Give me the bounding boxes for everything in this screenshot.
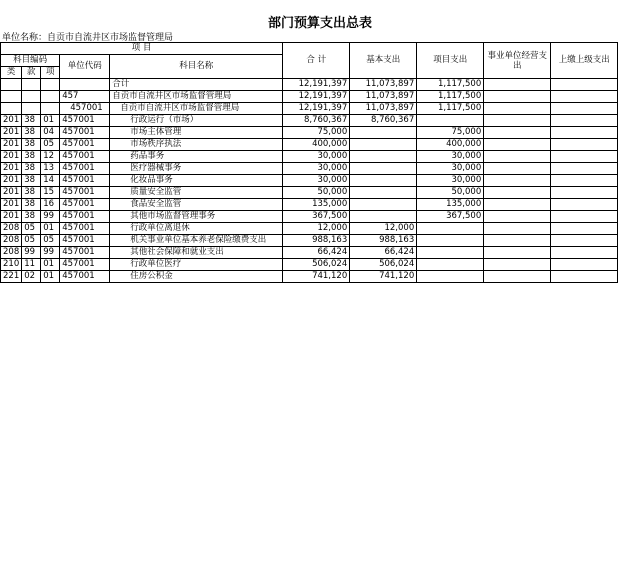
cell-basic: 11,073,897 bbox=[350, 79, 417, 91]
cell-basic bbox=[350, 199, 417, 211]
cell-xiang: 99 bbox=[41, 247, 60, 259]
header-subject-name: 科目名称 bbox=[110, 55, 283, 79]
cell-business bbox=[484, 127, 551, 139]
cell-lei: 201 bbox=[1, 139, 22, 151]
cell-project bbox=[417, 259, 484, 271]
cell-total: 30,000 bbox=[283, 175, 350, 187]
cell-kuan bbox=[22, 79, 41, 91]
cell-basic: 12,000 bbox=[350, 223, 417, 235]
cell-basic bbox=[350, 151, 417, 163]
cell-kuan: 38 bbox=[22, 211, 41, 223]
table-row bbox=[1, 259, 618, 271]
table-row bbox=[1, 247, 618, 259]
cell-lei: 208 bbox=[1, 235, 22, 247]
cell-project bbox=[417, 271, 484, 283]
cell-business bbox=[484, 259, 551, 271]
cell-superior bbox=[551, 103, 618, 115]
cell-business bbox=[484, 187, 551, 199]
cell-subject-name: 药品事务 bbox=[110, 151, 283, 163]
cell-subject-name: 市场秩序执法 bbox=[110, 139, 283, 151]
cell-total: 30,000 bbox=[283, 163, 350, 175]
table-row bbox=[1, 127, 618, 139]
cell-lei: 208 bbox=[1, 247, 22, 259]
cell-lei: 201 bbox=[1, 211, 22, 223]
table-row bbox=[1, 175, 618, 187]
cell-subject-name: 行政运行（市场） bbox=[110, 115, 283, 127]
cell-subject-name: 自贡市自流井区市场监督管理局 bbox=[110, 103, 283, 115]
cell-xiang: 04 bbox=[41, 127, 60, 139]
cell-project: 1,117,500 bbox=[417, 103, 484, 115]
cell-kuan bbox=[22, 91, 41, 103]
cell-xiang bbox=[41, 91, 60, 103]
cell-subject-name: 行政单位医疗 bbox=[110, 259, 283, 271]
header-unit-code: 单位代码 bbox=[60, 55, 110, 79]
cell-basic bbox=[350, 175, 417, 187]
cell-superior bbox=[551, 187, 618, 199]
cell-project: 1,117,500 bbox=[417, 79, 484, 91]
cell-total: 12,000 bbox=[283, 223, 350, 235]
cell-project: 1,117,500 bbox=[417, 91, 484, 103]
cell-superior bbox=[551, 271, 618, 283]
cell-business bbox=[484, 163, 551, 175]
cell-unit-code: 457001 bbox=[60, 259, 110, 271]
table-row bbox=[1, 139, 618, 151]
cell-unit-code: 457001 bbox=[60, 211, 110, 223]
header-item: 项 目 bbox=[1, 43, 283, 55]
cell-project: 135,000 bbox=[417, 199, 484, 211]
header-kuan: 款 bbox=[22, 67, 41, 79]
cell-business bbox=[484, 103, 551, 115]
cell-xiang: 14 bbox=[41, 175, 60, 187]
table-row bbox=[1, 271, 618, 283]
cell-total: 135,000 bbox=[283, 199, 350, 211]
cell-xiang: 05 bbox=[41, 235, 60, 247]
cell-kuan: 38 bbox=[22, 151, 41, 163]
cell-total: 75,000 bbox=[283, 127, 350, 139]
unit-name-label: 单位名称：自贡市自流井区市场监督管理局 bbox=[2, 33, 174, 43]
cell-superior bbox=[551, 91, 618, 103]
cell-unit-code: 457 bbox=[60, 91, 110, 103]
table-row bbox=[1, 115, 618, 127]
cell-superior bbox=[551, 151, 618, 163]
table-row bbox=[1, 79, 618, 91]
cell-xiang: 01 bbox=[41, 259, 60, 271]
cell-basic: 741,120 bbox=[350, 271, 417, 283]
table-row bbox=[1, 151, 618, 163]
cell-basic: 11,073,897 bbox=[350, 103, 417, 115]
cell-superior bbox=[551, 223, 618, 235]
cell-superior bbox=[551, 79, 618, 91]
cell-lei: 201 bbox=[1, 199, 22, 211]
cell-total: 506,024 bbox=[283, 259, 350, 271]
cell-superior bbox=[551, 259, 618, 271]
cell-kuan: 05 bbox=[22, 235, 41, 247]
cell-superior bbox=[551, 127, 618, 139]
cell-lei bbox=[1, 79, 22, 91]
cell-subject-name: 质量安全监管 bbox=[110, 187, 283, 199]
cell-subject-name: 食品安全监管 bbox=[110, 199, 283, 211]
cell-superior bbox=[551, 175, 618, 187]
cell-xiang bbox=[41, 103, 60, 115]
cell-xiang: 05 bbox=[41, 139, 60, 151]
cell-project: 400,000 bbox=[417, 139, 484, 151]
cell-lei: 201 bbox=[1, 127, 22, 139]
cell-total: 741,120 bbox=[283, 271, 350, 283]
cell-business bbox=[484, 223, 551, 235]
cell-unit-code: 457001 bbox=[60, 115, 110, 127]
header-total: 合 计 bbox=[283, 43, 350, 79]
table-row bbox=[1, 223, 618, 235]
cell-superior bbox=[551, 139, 618, 151]
cell-business bbox=[484, 79, 551, 91]
cell-project: 367,500 bbox=[417, 211, 484, 223]
cell-lei: 221 bbox=[1, 271, 22, 283]
table-row bbox=[1, 211, 618, 223]
cell-kuan: 38 bbox=[22, 199, 41, 211]
cell-business bbox=[484, 115, 551, 127]
cell-lei: 201 bbox=[1, 163, 22, 175]
cell-business bbox=[484, 151, 551, 163]
cell-total: 12,191,397 bbox=[283, 79, 350, 91]
cell-unit-code: 457001 bbox=[60, 187, 110, 199]
cell-superior bbox=[551, 211, 618, 223]
cell-lei: 201 bbox=[1, 187, 22, 199]
cell-lei bbox=[1, 103, 22, 115]
cell-basic bbox=[350, 163, 417, 175]
cell-project: 30,000 bbox=[417, 175, 484, 187]
cell-business bbox=[484, 199, 551, 211]
table-row bbox=[1, 91, 618, 103]
cell-xiang bbox=[41, 79, 60, 91]
cell-subject-name: 市场主体管理 bbox=[110, 127, 283, 139]
cell-business bbox=[484, 271, 551, 283]
cell-total: 12,191,397 bbox=[283, 103, 350, 115]
cell-business bbox=[484, 235, 551, 247]
cell-basic: 8,760,367 bbox=[350, 115, 417, 127]
cell-business bbox=[484, 175, 551, 187]
cell-subject-name: 自贡市自流井区市场监督管理局 bbox=[110, 91, 283, 103]
cell-unit-code: 457001 bbox=[60, 127, 110, 139]
cell-kuan: 38 bbox=[22, 175, 41, 187]
cell-total: 66,424 bbox=[283, 247, 350, 259]
cell-unit-code: 457001 bbox=[60, 139, 110, 151]
cell-project bbox=[417, 235, 484, 247]
cell-subject-name: 医疗器械事务 bbox=[110, 163, 283, 175]
cell-xiang: 13 bbox=[41, 163, 60, 175]
cell-lei bbox=[1, 91, 22, 103]
cell-xiang: 01 bbox=[41, 223, 60, 235]
cell-project: 30,000 bbox=[417, 151, 484, 163]
cell-lei: 210 bbox=[1, 259, 22, 271]
cell-xiang: 16 bbox=[41, 199, 60, 211]
cell-unit-code: 457001 bbox=[60, 103, 110, 115]
cell-project: 30,000 bbox=[417, 163, 484, 175]
cell-subject-name: 合计 bbox=[110, 79, 283, 91]
cell-kuan: 05 bbox=[22, 223, 41, 235]
cell-superior bbox=[551, 247, 618, 259]
cell-unit-code: 457001 bbox=[60, 223, 110, 235]
cell-project bbox=[417, 115, 484, 127]
cell-lei: 201 bbox=[1, 115, 22, 127]
cell-total: 367,500 bbox=[283, 211, 350, 223]
cell-unit-code: 457001 bbox=[60, 271, 110, 283]
cell-total: 12,191,397 bbox=[283, 91, 350, 103]
cell-total: 30,000 bbox=[283, 151, 350, 163]
header-project: 项目支出 bbox=[417, 43, 484, 79]
cell-business bbox=[484, 247, 551, 259]
cell-kuan: 38 bbox=[22, 187, 41, 199]
cell-unit-code: 457001 bbox=[60, 175, 110, 187]
table-row bbox=[1, 235, 618, 247]
cell-kuan bbox=[22, 103, 41, 115]
cell-total: 8,760,367 bbox=[283, 115, 350, 127]
cell-business bbox=[484, 91, 551, 103]
cell-superior bbox=[551, 163, 618, 175]
cell-kuan: 99 bbox=[22, 247, 41, 259]
header-subject-code: 科目编码 bbox=[1, 55, 60, 67]
cell-basic bbox=[350, 127, 417, 139]
cell-total: 50,000 bbox=[283, 187, 350, 199]
page-title: 部门预算支出总表 bbox=[267, 16, 372, 31]
cell-subject-name: 机关事业单位基本养老保险缴费支出 bbox=[110, 235, 283, 247]
cell-basic: 11,073,897 bbox=[350, 91, 417, 103]
cell-lei: 201 bbox=[1, 175, 22, 187]
cell-project: 50,000 bbox=[417, 187, 484, 199]
cell-kuan: 38 bbox=[22, 115, 41, 127]
header-lei: 类 bbox=[1, 67, 22, 79]
cell-kuan: 38 bbox=[22, 163, 41, 175]
header-superior: 上缴上级支出 bbox=[551, 43, 618, 79]
cell-unit-code: 457001 bbox=[60, 199, 110, 211]
cell-xiang: 15 bbox=[41, 187, 60, 199]
cell-unit-code: 457001 bbox=[60, 163, 110, 175]
header-business: 事业单位经营支出 bbox=[484, 43, 551, 79]
cell-xiang: 99 bbox=[41, 211, 60, 223]
cell-kuan: 02 bbox=[22, 271, 41, 283]
cell-total: 988,163 bbox=[283, 235, 350, 247]
cell-kuan: 11 bbox=[22, 259, 41, 271]
cell-unit-code: 457001 bbox=[60, 235, 110, 247]
cell-basic: 66,424 bbox=[350, 247, 417, 259]
cell-business bbox=[484, 139, 551, 151]
table-row bbox=[1, 163, 618, 175]
table-row bbox=[1, 103, 618, 115]
header-xiang: 项 bbox=[41, 67, 60, 79]
cell-unit-code bbox=[60, 79, 110, 91]
header-basic: 基本支出 bbox=[350, 43, 417, 79]
cell-project bbox=[417, 247, 484, 259]
cell-business bbox=[484, 211, 551, 223]
table-row bbox=[1, 199, 618, 211]
cell-project: 75,000 bbox=[417, 127, 484, 139]
cell-subject-name: 行政单位离退休 bbox=[110, 223, 283, 235]
cell-superior bbox=[551, 115, 618, 127]
cell-total: 400,000 bbox=[283, 139, 350, 151]
cell-basic: 506,024 bbox=[350, 259, 417, 271]
table-row bbox=[1, 187, 618, 199]
cell-basic: 988,163 bbox=[350, 235, 417, 247]
cell-basic bbox=[350, 187, 417, 199]
cell-subject-name: 其他社会保障和就业支出 bbox=[110, 247, 283, 259]
cell-lei: 208 bbox=[1, 223, 22, 235]
budget-expense-table bbox=[0, 42, 618, 283]
cell-xiang: 01 bbox=[41, 271, 60, 283]
cell-lei: 201 bbox=[1, 151, 22, 163]
cell-subject-name: 住房公积金 bbox=[110, 271, 283, 283]
cell-xiang: 01 bbox=[41, 115, 60, 127]
cell-xiang: 12 bbox=[41, 151, 60, 163]
cell-subject-name: 化妆品事务 bbox=[110, 175, 283, 187]
cell-kuan: 38 bbox=[22, 127, 41, 139]
cell-unit-code: 457001 bbox=[60, 151, 110, 163]
cell-basic bbox=[350, 211, 417, 223]
cell-basic bbox=[350, 139, 417, 151]
cell-kuan: 38 bbox=[22, 139, 41, 151]
cell-superior bbox=[551, 235, 618, 247]
cell-superior bbox=[551, 199, 618, 211]
cell-unit-code: 457001 bbox=[60, 247, 110, 259]
cell-subject-name: 其他市场监督管理事务 bbox=[110, 211, 283, 223]
cell-project bbox=[417, 223, 484, 235]
